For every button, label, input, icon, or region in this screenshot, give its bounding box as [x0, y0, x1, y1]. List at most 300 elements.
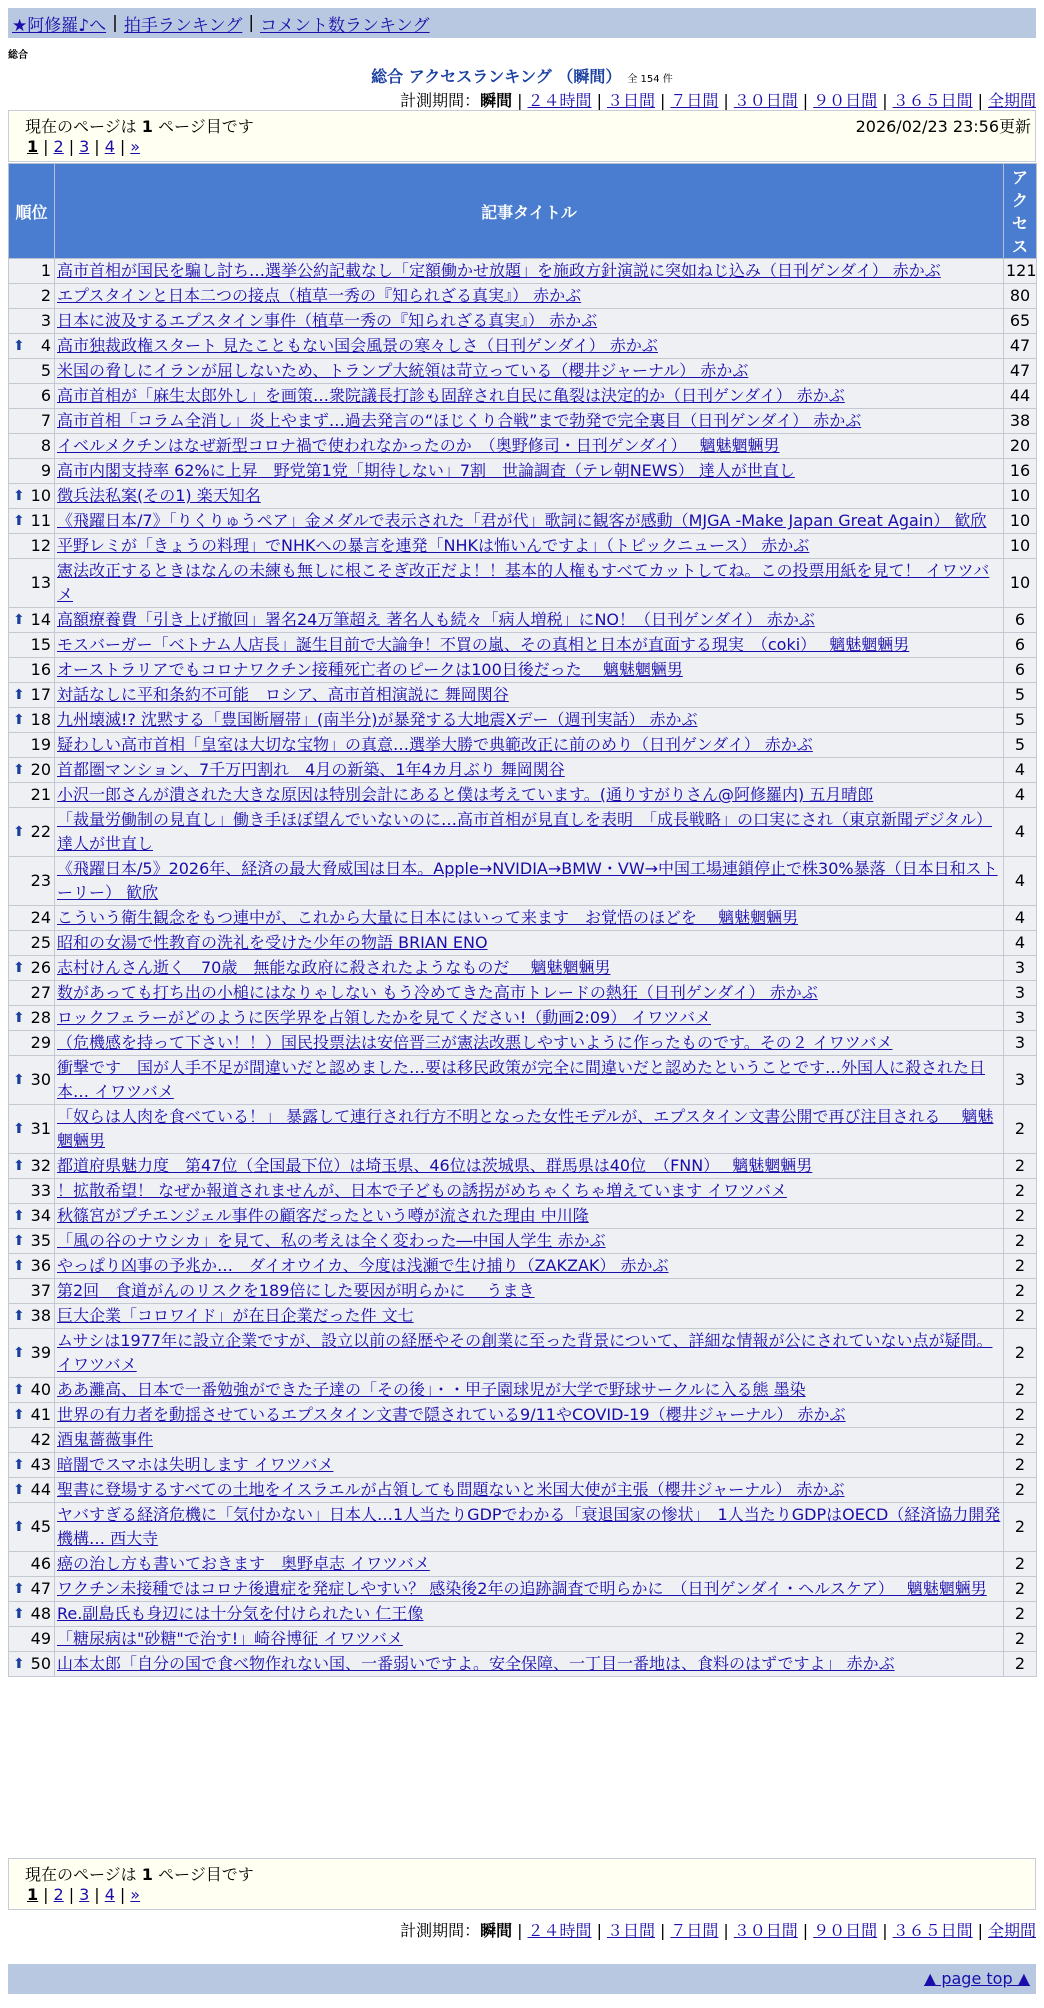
- ranking-title-line: [0, 64, 1044, 87]
- article-link[interactable]: 九州壊滅!? 沈黙する「豊国断層帯」(南半分)が暴発する大地震Xデー（週刊実話） 赤かぶ: [57, 710, 698, 729]
- rank-cell: [9, 1652, 55, 1677]
- article-link[interactable]: 疑わしい高市首相「皇室は大切な宝物」の真意…選挙大勝で典範改正に前のめり（日刊ゲンダイ） 赤かぶ: [57, 735, 813, 754]
- rank-up-icon: ⬆: [13, 1010, 25, 1026]
- access-count: 2: [1004, 1652, 1037, 1677]
- period-option[interactable]: ９０日間: [813, 91, 878, 110]
- rank-number: 22: [30, 822, 51, 841]
- period-separator: |: [882, 91, 888, 110]
- access-count: 3: [1004, 981, 1037, 1006]
- table-row: [9, 309, 1037, 334]
- access-count: 44: [1004, 384, 1037, 409]
- title-header: 記事タイトル: [55, 164, 1004, 259]
- title-cell: [55, 534, 1004, 559]
- rank-number: 34: [30, 1206, 51, 1225]
- article-link[interactable]: 「糖尿病は"砂糖"で治す!」崎谷博征 イワツバメ: [57, 1629, 403, 1648]
- access-header: アクセス: [1004, 164, 1037, 259]
- rank-cell: [9, 409, 55, 434]
- page-link[interactable]: 3: [79, 137, 90, 156]
- article-link[interactable]: Re.副島氏も身辺には十分気を付けられたい 仁王像: [57, 1604, 424, 1623]
- access-count: 2: [1004, 1503, 1037, 1552]
- access-count: 4: [1004, 857, 1037, 906]
- period-separator: |: [596, 1921, 602, 1940]
- article-link[interactable]: ！拡散希望！ なぜか報道されませんが、日本で子どもの誘拐がめちゃくちゃ増えています イワツバメ: [57, 1181, 787, 1200]
- title-cell: [55, 359, 1004, 384]
- article-link[interactable]: 志村けんさん逝く 70歳 無能な政府に殺されたようなものだ 魑魅魍魎男: [57, 958, 611, 977]
- article-link[interactable]: 世界の有力者を動揺させているエプスタイン文書で隠されている9/11やCOVID-19（櫻井ジャーナル） 赤かぶ: [57, 1405, 846, 1424]
- top-nav-bar: [8, 8, 1036, 38]
- table-row: [9, 1254, 1037, 1279]
- access-count: 38: [1004, 409, 1037, 434]
- title-cell: [55, 758, 1004, 783]
- rank-cell: [9, 1254, 55, 1279]
- article-link[interactable]: イベルメクチンはなぜ新型コロナ禍で使われなかったのか （奥野修司・日刊ゲンダイ） 魑魅魍魎男: [57, 436, 780, 455]
- period-option[interactable]: ７日間: [670, 91, 719, 110]
- title-cell: [55, 783, 1004, 808]
- article-link[interactable]: 高市首相「コラム全消し」炎上やまず…過去発言の“ほじくり合戦”まで勃発で完全裏目（日刊ゲンダイ） 赤かぶ: [57, 411, 862, 430]
- rank-cell: [9, 559, 55, 608]
- access-count: 2: [1004, 1478, 1037, 1503]
- title-cell: [55, 434, 1004, 459]
- rank-number: 9: [40, 461, 51, 480]
- period-option[interactable]: ３日間: [606, 91, 655, 110]
- article-link[interactable]: 数があっても打ち出の小槌にはなりゃしない もう冷めてきた高市トレードの熱狂（日刊ゲンダイ） 赤かぶ: [57, 983, 818, 1002]
- access-count: 10: [1004, 509, 1037, 534]
- table-row: [9, 1453, 1037, 1478]
- table-row: [9, 658, 1037, 683]
- table-row: [9, 1056, 1037, 1105]
- rank-cell: [9, 534, 55, 559]
- access-count: 2: [1004, 1403, 1037, 1428]
- article-link[interactable]: 酒鬼薔薇事件: [57, 1430, 154, 1449]
- rank-number: 28: [30, 1008, 51, 1027]
- title-cell: [55, 1428, 1004, 1453]
- title-cell: [55, 1378, 1004, 1403]
- table-row: [9, 384, 1037, 409]
- access-count: 5: [1004, 683, 1037, 708]
- article-link[interactable]: 高市独裁政権スタート 見たこともない国会風景の寒々しさ（日刊ゲンダイ） 赤かぶ: [57, 336, 658, 355]
- access-count: 2: [1004, 1105, 1037, 1154]
- item-count: 全 154 件: [627, 74, 673, 85]
- article-link[interactable]: 徴兵法私案(その1) 楽天知名: [57, 486, 261, 505]
- title-cell: [55, 1154, 1004, 1179]
- pager-separator: |: [94, 137, 100, 156]
- rank-number: 41: [30, 1405, 51, 1424]
- rank-cell: [9, 359, 55, 384]
- rank-number: 14: [30, 610, 51, 629]
- period-separator: |: [723, 1921, 729, 1940]
- title-cell: [55, 259, 1004, 284]
- title-cell: [55, 1478, 1004, 1503]
- table-row: [9, 334, 1037, 359]
- title-cell: [55, 384, 1004, 409]
- period-separator: |: [596, 91, 602, 110]
- article-link[interactable]: 都道府県魅力度 第47位（全国最下位）は埼玉県、46位は茨城県、群馬県は40位 （FNN） 魑魅魍魎男: [57, 1156, 813, 1175]
- table-row: [9, 1105, 1037, 1154]
- period-option[interactable]: 全期間: [987, 91, 1036, 110]
- page-link[interactable]: 4: [104, 137, 115, 156]
- article-link[interactable]: （危機感を持って下さい！！）国民投票法は安倍晋三が憲法改悪しやすいように作ったものです。その２ イワツバメ: [57, 1033, 893, 1052]
- table-row: [9, 733, 1037, 758]
- access-count: 2: [1004, 1229, 1037, 1254]
- period-option[interactable]: ３０日間: [733, 91, 798, 110]
- title-cell: [55, 683, 1004, 708]
- access-count: 65: [1004, 309, 1037, 334]
- rank-cell: [9, 608, 55, 633]
- rank-up-icon: ⬆: [13, 1457, 25, 1473]
- period-option[interactable]: ３０日間: [733, 1921, 798, 1940]
- rank-cell: [9, 956, 55, 981]
- table-row: [9, 1304, 1037, 1329]
- table-row: [9, 758, 1037, 783]
- title-cell: [55, 1602, 1004, 1627]
- rank-up-icon: ⬆: [13, 1258, 25, 1274]
- title-cell: [55, 284, 1004, 309]
- article-link[interactable]: 高額療養費「引き上げ撤回」署名24万筆超え 著名人も続々「病人増税」にNO！（日刊ゲンダイ） 赤かぶ: [57, 610, 815, 629]
- rank-up-icon: ⬆: [13, 1606, 25, 1622]
- rank-cell: [9, 808, 55, 857]
- article-link[interactable]: 平野レミが「きょうの料理」でNHKへの暴言を連発「NHKは怖いんですよ」（トピックニュース） 赤かぶ: [57, 536, 810, 555]
- current-page-text: 現在のページは 1 ページ目です: [25, 1865, 254, 1884]
- article-link[interactable]: 山本太郎「自分の国で食べ物作れない国、一番弱いですよ。安全保障、一丁目一番地は、食料のはずですよ」 赤かぶ: [57, 1654, 895, 1673]
- period-separator: |: [802, 1921, 809, 1940]
- article-link[interactable]: 第2回 食道がんのリスクを189倍にした要因が明らかに うまき: [57, 1281, 535, 1300]
- rank-up-icon: ⬆: [13, 762, 25, 778]
- page-top-link[interactable]: ▲ page top ▲: [923, 1969, 1030, 1988]
- title-cell: [55, 1304, 1004, 1329]
- table-row: [9, 1204, 1037, 1229]
- rank-number: 23: [30, 871, 51, 890]
- article-link[interactable]: やっぱり凶事の予兆か… ダイオウイカ、今度は浅瀬で生け捕り（ZAKZAK） 赤かぶ: [57, 1256, 669, 1275]
- rank-number: 7: [40, 411, 51, 430]
- rank-cell: [9, 1031, 55, 1056]
- table-row: [9, 1652, 1037, 1677]
- article-link[interactable]: 日本に波及するエプスタイン事件（植草一秀の『知られざる真実』） 赤かぶ: [57, 311, 598, 330]
- article-link[interactable]: 高市内閣支持率 62%に上昇 野党第1党「期待しない」7割 世論調査（テレ朝NEWS） 達人が世直し: [57, 461, 795, 480]
- access-count: 10: [1004, 534, 1037, 559]
- pager-separator: |: [94, 1885, 100, 1904]
- title-cell: [55, 459, 1004, 484]
- nav-separator: |: [112, 13, 118, 33]
- page-link: 1: [27, 1885, 39, 1904]
- table-row: [9, 359, 1037, 384]
- current-page-text: 現在のページは 1 ページ目です: [25, 117, 254, 136]
- pager-separator: |: [43, 1885, 49, 1904]
- rank-up-icon: ⬆: [13, 1072, 25, 1088]
- rank-cell: [9, 758, 55, 783]
- rank-number: 12: [30, 536, 51, 555]
- rank-up-icon: ⬆: [13, 612, 25, 628]
- rank-number: 42: [30, 1430, 51, 1449]
- rank-number: 20: [30, 760, 51, 779]
- article-link[interactable]: ヤバすぎる経済危機に「気付かない」日本人…1人当たりGDPでわかる「衰退国家の惨状」 1人当たりGDPはOECD（経済協力開発機構… 西大寺: [57, 1505, 1001, 1548]
- article-link[interactable]: 首都圏マンション、7千万円割れ 4月の新築、1年4カ月ぶり 舞岡関谷: [57, 760, 565, 779]
- title-cell: [55, 1329, 1004, 1378]
- table-row: [9, 708, 1037, 733]
- table-row: [9, 1478, 1037, 1503]
- rank-number: 1: [40, 261, 51, 280]
- table-row: [9, 1031, 1037, 1056]
- rank-number: 15: [30, 635, 51, 654]
- period-option[interactable]: ９０日間: [813, 1921, 878, 1940]
- rank-number: 47: [30, 1579, 51, 1598]
- title-cell: [55, 334, 1004, 359]
- period-separator: |: [659, 1921, 666, 1940]
- rank-number: 26: [30, 958, 51, 977]
- ranking-table: [8, 163, 1037, 1677]
- rank-number: 48: [30, 1604, 51, 1623]
- rank-cell: [9, 1329, 55, 1378]
- access-count: 16: [1004, 459, 1037, 484]
- table-row: [9, 1627, 1037, 1652]
- access-count: 2: [1004, 1304, 1037, 1329]
- table-row: [9, 259, 1037, 284]
- article-link[interactable]: 「風の谷のナウシカ」を見て、私の考えは全く変わった―中国人学生 赤かぶ: [57, 1231, 606, 1250]
- article-link[interactable]: 米国の脅しにイランが屈しないため、トランプ大統領は苛立っている（櫻井ジャーナル） 赤かぶ: [57, 361, 749, 380]
- title-cell: [55, 1503, 1004, 1552]
- article-link[interactable]: 衝撃です 国が人手不足が間違いだと認めました…要は移民政策が完全に間違いだと認めたということです…外国人に殺された日本… イワツバメ: [57, 1058, 986, 1101]
- table-row: [9, 783, 1037, 808]
- table-row: [9, 1503, 1037, 1552]
- comment-ranking-link[interactable]: コメント数ランキング: [260, 15, 430, 36]
- article-link[interactable]: モスバーガー「ベトナム人店長」誕生目前で大論争！不買の嵐、その真相と日本が直面する現実 （coki） 魑魅魍魎男: [57, 635, 910, 654]
- rank-number: 8: [40, 436, 51, 455]
- access-count: 2: [1004, 1279, 1037, 1304]
- period-separator: |: [723, 91, 729, 110]
- access-count: 6: [1004, 658, 1037, 683]
- title-cell: [55, 931, 1004, 956]
- article-link[interactable]: 高市首相が「麻生太郎外し」を画策…衆院議長打診も固辞され自民に亀裂は決定的か（日刊ゲンダイ） 赤かぶ: [57, 386, 845, 405]
- access-count: 4: [1004, 931, 1037, 956]
- table-row: [9, 1577, 1037, 1602]
- table-row: [9, 559, 1037, 608]
- rank-cell: [9, 459, 55, 484]
- access-count: 2: [1004, 1552, 1037, 1577]
- period-separator: |: [517, 91, 523, 110]
- rank-number: 40: [30, 1380, 51, 1399]
- title-cell: [55, 906, 1004, 931]
- table-row: [9, 484, 1037, 509]
- rank-number: 3: [40, 311, 51, 330]
- rank-number: 29: [30, 1033, 51, 1052]
- period-option[interactable]: 全期間: [987, 1921, 1036, 1940]
- rank-cell: [9, 658, 55, 683]
- title-cell: [55, 1254, 1004, 1279]
- rank-up-icon: ⬆: [13, 687, 25, 703]
- period-selector-bottom: [400, 1918, 1036, 1941]
- pager-separator: |: [119, 1885, 126, 1904]
- period-option[interactable]: ３日間: [606, 1921, 655, 1940]
- rank-number: 30: [30, 1070, 51, 1089]
- title-cell: [55, 1627, 1004, 1652]
- rank-cell: [9, 783, 55, 808]
- table-row: [9, 409, 1037, 434]
- rank-up-icon: ⬆: [13, 824, 25, 840]
- table-row: [9, 633, 1037, 658]
- title-cell: [55, 1652, 1004, 1677]
- rank-cell: [9, 683, 55, 708]
- title-cell: [55, 559, 1004, 608]
- access-count: 6: [1004, 608, 1037, 633]
- rank-number: 38: [30, 1306, 51, 1325]
- rank-number: 4: [40, 336, 51, 355]
- title-cell: [55, 1577, 1004, 1602]
- title-cell: [55, 1229, 1004, 1254]
- rank-up-icon: ⬆: [13, 1656, 25, 1672]
- pagination: [27, 137, 140, 156]
- rank-up-icon: ⬆: [13, 1308, 25, 1324]
- access-count: 2: [1004, 1378, 1037, 1403]
- rank-up-icon: ⬆: [13, 1407, 25, 1423]
- article-link[interactable]: 憲法改正するときはなんの未練も無しに根こそぎ改正だよ！！基本的人権もすべてカットしてね。この投票用紙を見て！ イワツバメ: [57, 561, 990, 604]
- title-cell: [55, 484, 1004, 509]
- access-count: 3: [1004, 1056, 1037, 1105]
- rank-cell: [9, 1279, 55, 1304]
- table-row: [9, 906, 1037, 931]
- period-option[interactable]: ２４時間: [527, 91, 592, 110]
- period-label: 計測期間：: [400, 91, 481, 110]
- next-page-link[interactable]: »: [130, 137, 141, 156]
- article-link[interactable]: こういう衛生観念をもつ連中が、これから大量に日本にはいって来ます お覚悟のほどを 魑魅魍魎男: [57, 908, 799, 927]
- rank-cell: [9, 1056, 55, 1105]
- rank-number: 39: [30, 1343, 51, 1362]
- rank-cell: [9, 708, 55, 733]
- article-link[interactable]: ムサシは1977年に設立企業ですが、設立以前の経歴やその創業に至った背景について、詳細な情報が公にされていない点が疑問。 イワツバメ: [57, 1331, 993, 1374]
- title-cell: [55, 1056, 1004, 1105]
- table-row: [9, 608, 1037, 633]
- page-link[interactable]: 3: [79, 1885, 90, 1904]
- article-link[interactable]: 「裁量労働制の見直し」働き手ほぼ望んでいないのに…高市首相が見直しを表明 「成長戦略」の口実にされ（東京新聞デジタル） 達人が世直し: [57, 810, 993, 853]
- table-row: [9, 1154, 1037, 1179]
- rank-cell: [9, 334, 55, 359]
- rank-cell: [9, 633, 55, 658]
- table-row: [9, 1552, 1037, 1577]
- rank-cell: [9, 1577, 55, 1602]
- article-link[interactable]: 小沢一郎さんが潰された大きな原因は特別会計にあると僕は考えています。(通りすがりさん@阿修羅内) 五月晴郎: [57, 785, 874, 804]
- rank-cell: [9, 509, 55, 534]
- title-cell: [55, 1279, 1004, 1304]
- article-link[interactable]: ああ灘高、日本で一番勉強ができた子達の「その後」・・甲子園球児が大学で野球サークルに入る態 墨染: [57, 1380, 806, 1399]
- article-link[interactable]: 巨大企業「コロワイド」が在日企業だった件 文七: [57, 1306, 414, 1325]
- rank-cell: [9, 1503, 55, 1552]
- access-count: 2: [1004, 1329, 1037, 1378]
- rank-number: 5: [40, 361, 51, 380]
- period-separator: |: [659, 91, 666, 110]
- rank-up-icon: ⬆: [13, 1482, 25, 1498]
- next-page-link[interactable]: »: [130, 1885, 141, 1904]
- article-link[interactable]: 「奴らは人肉を食べている！」 暴露して連行され行方不明となった女性モデルが、エプスタイン文書公開で再び注目される 魑魅魍魎男: [57, 1107, 994, 1150]
- article-link[interactable]: エプスタインと日本二つの接点（植草一秀の『知られざる真実』） 赤かぶ: [57, 286, 582, 305]
- rank-number: 21: [30, 785, 51, 804]
- article-link[interactable]: 《飛躍日本/5》2026年、経済の最大脅威国は日本。Apple→NVIDIA→BMW・VW→中国工場連鎖停止で株30%暴落（日本日和ストーリー） 歓欣: [57, 859, 998, 902]
- article-link[interactable]: 聖書に登場するすべての土地をイスラエルが占領しても問題ないと米国大使が主張（櫻井ジャーナル） 赤かぶ: [57, 1480, 845, 1499]
- rank-number: 24: [30, 908, 51, 927]
- rank-cell: [9, 1627, 55, 1652]
- pager-separator: |: [43, 137, 49, 156]
- article-link[interactable]: 癌の治し方も書いておきます 奥野卓志 イワツバメ: [57, 1554, 430, 1573]
- updated-timestamp: 2026/02/23 23:56更新: [855, 117, 1031, 136]
- rank-up-icon: ⬆: [13, 1208, 25, 1224]
- rank-cell: [9, 384, 55, 409]
- page-link[interactable]: 2: [53, 1885, 64, 1904]
- rank-cell: [9, 284, 55, 309]
- article-link[interactable]: 対話なしに平和条約不可能 ロシア、高市首相演説に 舞岡関谷: [57, 685, 509, 704]
- title-cell: [55, 658, 1004, 683]
- page-link: 1: [27, 137, 39, 156]
- article-link[interactable]: 秋篠宮がプチエンジェル事件の顧客だったという噂が流された理由 中川隆: [57, 1206, 589, 1225]
- page-title: 総合 アクセスランキング （瞬間）: [371, 67, 622, 86]
- article-link[interactable]: 《飛躍日本/7》「りくりゅうペア」金メダルで表示された「君が代」歌詞に観客が感動（MJGA -Make Japan Great Again） 歓欣: [57, 511, 987, 530]
- rank-number: 32: [30, 1156, 51, 1175]
- period-option[interactable]: ３６５日間: [892, 1921, 973, 1940]
- article-link[interactable]: 暗闇でスマホは失明します イワツバメ: [57, 1455, 334, 1474]
- clap-ranking-link[interactable]: 拍手ランキング: [123, 15, 243, 36]
- access-count: 2: [1004, 1428, 1037, 1453]
- rank-up-icon: ⬆: [13, 1158, 25, 1174]
- title-cell: [55, 309, 1004, 334]
- period-option: 瞬間: [480, 91, 513, 110]
- access-count: 2: [1004, 1204, 1037, 1229]
- period-option[interactable]: ２４時間: [527, 1921, 592, 1940]
- rank-up-icon: ⬆: [13, 1121, 25, 1137]
- rank-number: 27: [30, 983, 51, 1002]
- period-separator: |: [802, 91, 809, 110]
- period-option[interactable]: ７日間: [670, 1921, 719, 1940]
- page-link[interactable]: 2: [53, 137, 64, 156]
- table-row: [9, 534, 1037, 559]
- article-link[interactable]: ロックフェラーがどのように医学界を占領したかを見てください!（動画2:09） イワツバメ: [57, 1008, 711, 1027]
- table-row: [9, 1229, 1037, 1254]
- title-cell: [55, 1552, 1004, 1577]
- access-count: 2: [1004, 1254, 1037, 1279]
- rank-up-icon: ⬆: [13, 338, 25, 354]
- pager-separator: |: [119, 137, 126, 156]
- rank-cell: [9, 1403, 55, 1428]
- title-cell: [55, 733, 1004, 758]
- access-count: 47: [1004, 334, 1037, 359]
- article-link[interactable]: オーストラリアでもコロナワクチン接種死亡者のピークは100日後だった 魑魅魍魎男: [57, 660, 683, 679]
- rank-cell: [9, 259, 55, 284]
- article-link[interactable]: 昭和の女湯で性教育の洗礼を受けた少年の物語 BRIAN ENO: [57, 933, 488, 952]
- period-label: 計測期間：: [400, 1921, 481, 1940]
- page-info-box: [8, 110, 1036, 162]
- article-link[interactable]: ワクチン未接種ではコロナ後遺症を発症しやすい？ 感染後2年の追跡調査で明らかに （日刊ゲンダイ・ヘルスケア） 魑魅魍魎男: [57, 1579, 987, 1598]
- table-row: [9, 857, 1037, 906]
- access-count: 4: [1004, 758, 1037, 783]
- access-count: 2: [1004, 1179, 1037, 1204]
- rank-up-icon: ⬆: [13, 960, 25, 976]
- rank-cell: [9, 733, 55, 758]
- home-link[interactable]: ★阿修羅♪へ: [12, 15, 107, 36]
- period-selector: [400, 88, 1036, 111]
- period-option[interactable]: ３６５日間: [892, 91, 973, 110]
- access-count: 10: [1004, 559, 1037, 608]
- rank-number: 11: [30, 511, 51, 530]
- period-option: 瞬間: [480, 1921, 513, 1940]
- title-cell: [55, 1204, 1004, 1229]
- title-cell: [55, 1403, 1004, 1428]
- article-link[interactable]: 高市首相が国民を騙し討ち…選挙公約記載なし「定額働かせ放題」を施政方針演説に突如ねじ込み（日刊ゲンダイ） 赤かぶ: [57, 261, 941, 280]
- rank-cell: [9, 1229, 55, 1254]
- table-row: [9, 808, 1037, 857]
- rank-cell: [9, 1478, 55, 1503]
- table-row: [9, 1329, 1037, 1378]
- page-link[interactable]: 4: [104, 1885, 115, 1904]
- access-count: 4: [1004, 808, 1037, 857]
- rank-cell: [9, 981, 55, 1006]
- title-cell: [55, 857, 1004, 906]
- rank-number: 18: [30, 710, 51, 729]
- title-cell: [55, 633, 1004, 658]
